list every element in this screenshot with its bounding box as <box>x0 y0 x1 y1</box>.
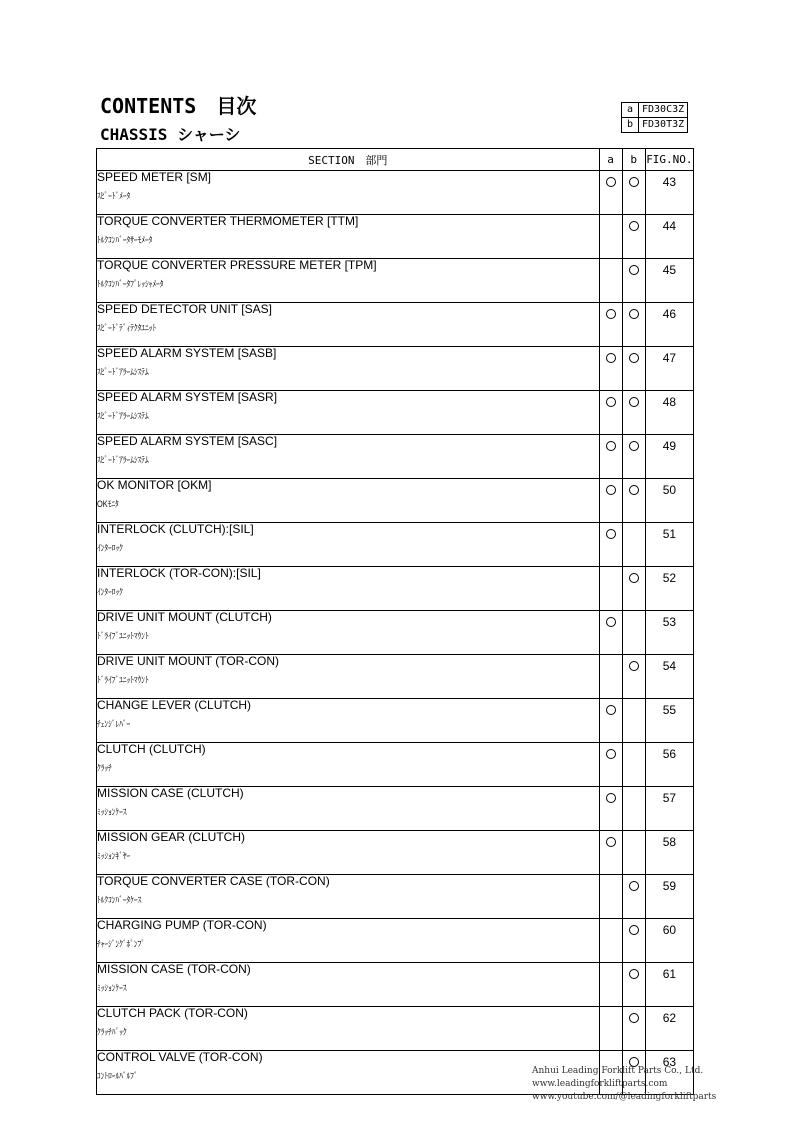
table-row <box>97 391 694 435</box>
model-a-cell <box>599 1007 622 1051</box>
table-header-row <box>97 149 694 171</box>
model-key: a <box>622 103 639 118</box>
fig-number: 55 <box>645 699 693 743</box>
section-name-jp: OKﾓﾆﾀ <box>97 499 119 509</box>
model-b-cell <box>622 215 645 259</box>
applicable-circle-icon <box>629 397 639 407</box>
section-name-en: TORQUE CONVERTER THERMOMETER [TTM] <box>97 214 359 228</box>
model-b-cell <box>622 523 645 567</box>
model-a-cell <box>599 875 622 919</box>
section-name-en: SPEED ALARM SYSTEM [SASB] <box>97 346 277 360</box>
applicable-circle-icon <box>606 749 616 759</box>
section-name-en: TORQUE CONVERTER PRESSURE METER [TPM] <box>97 258 377 272</box>
table-row <box>97 435 694 479</box>
applicable-circle-icon <box>606 177 616 187</box>
model-a-cell <box>599 523 622 567</box>
fig-number: 44 <box>645 215 693 259</box>
table-row <box>97 1007 694 1051</box>
fig-number: 63 <box>645 1051 693 1095</box>
fig-number: 58 <box>645 831 693 875</box>
applicable-circle-icon <box>629 573 639 583</box>
applicable-circle-icon <box>629 353 639 363</box>
section-cell <box>97 435 600 479</box>
table-row <box>97 523 694 567</box>
table-row <box>97 611 694 655</box>
model-a-cell <box>599 567 622 611</box>
section-cell <box>97 523 600 567</box>
model-a-cell <box>599 259 622 303</box>
applicable-circle-icon <box>606 309 616 319</box>
model-a-cell <box>599 743 622 787</box>
section-name-en: TORQUE CONVERTER CASE (TOR-CON) <box>97 874 330 888</box>
model-b-cell <box>622 259 645 303</box>
section-cell <box>97 347 600 391</box>
applicable-circle-icon <box>629 309 639 319</box>
model-b-cell <box>622 347 645 391</box>
applicable-circle-icon <box>606 705 616 715</box>
model-a-cell <box>599 655 622 699</box>
section-name-en: CLUTCH PACK (TOR-CON) <box>97 1006 248 1020</box>
model-b-cell <box>622 567 645 611</box>
section-name-jp: ﾄﾞﾗｲﾌﾞﾕﾆｯﾄﾏｳﾝﾄ <box>97 675 149 685</box>
section-cell <box>97 1051 600 1095</box>
section-cell <box>97 787 600 831</box>
section-cell <box>97 919 600 963</box>
applicable-circle-icon <box>606 793 616 803</box>
fig-number: 60 <box>645 919 693 963</box>
model-b-cell <box>622 699 645 743</box>
section-cell <box>97 743 600 787</box>
section-cell <box>97 303 600 347</box>
section-name-en: CONTROL VALVE (TOR-CON) <box>97 1050 263 1064</box>
section-cell <box>97 699 600 743</box>
model-b-cell <box>622 743 645 787</box>
model-b-cell <box>622 171 645 215</box>
footer-website[interactable]: www.leadingforkliftparts.com <box>532 1079 668 1089</box>
applicable-circle-icon <box>629 969 639 979</box>
applicable-circle-icon <box>629 1013 639 1023</box>
model-a-cell <box>599 479 622 523</box>
model-b-cell <box>622 963 645 1007</box>
fig-number: 46 <box>645 303 693 347</box>
applicable-circle-icon <box>629 925 639 935</box>
section-name-en: CHANGE LEVER (CLUTCH) <box>97 698 252 712</box>
model-b-cell <box>622 611 645 655</box>
section-name-jp: ｲﾝﾀｰﾛｯｸ <box>97 587 123 597</box>
table-row <box>97 963 694 1007</box>
model-a-cell <box>599 699 622 743</box>
fig-number: 50 <box>645 479 693 523</box>
model-a-cell <box>599 787 622 831</box>
section-name-jp: ｽﾋﾟｰﾄﾞｱﾗｰﾑｼｽﾃﾑ <box>97 411 149 421</box>
model-a-cell <box>599 347 622 391</box>
fig-number: 49 <box>645 435 693 479</box>
model-a-cell <box>599 171 622 215</box>
applicable-circle-icon <box>606 441 616 451</box>
model-a-cell <box>599 215 622 259</box>
model-a-cell <box>599 611 622 655</box>
section-cell <box>97 479 600 523</box>
model-legend-row <box>622 118 688 133</box>
table-row <box>97 479 694 523</box>
model-a-cell <box>599 391 622 435</box>
fig-number: 51 <box>645 523 693 567</box>
fig-number: 61 <box>645 963 693 1007</box>
section-cell <box>97 963 600 1007</box>
applicable-circle-icon <box>629 485 639 495</box>
contents-table <box>96 148 694 1095</box>
section-name-en: CHARGING PUMP (TOR-CON) <box>97 918 267 932</box>
applicable-circle-icon <box>606 397 616 407</box>
model-a-cell <box>599 963 622 1007</box>
column-header-a: a <box>599 149 622 171</box>
fig-number: 54 <box>645 655 693 699</box>
section-name-jp: ｲﾝﾀｰﾛｯｸ <box>97 543 123 553</box>
applicable-circle-icon <box>606 837 616 847</box>
applicable-circle-icon <box>606 617 616 627</box>
table-row <box>97 875 694 919</box>
model-b-cell <box>622 435 645 479</box>
model-b-cell <box>622 479 645 523</box>
model-b-cell <box>622 655 645 699</box>
model-code: FD30C3Z <box>639 103 688 118</box>
table-row <box>97 215 694 259</box>
fig-number: 52 <box>645 567 693 611</box>
section-name-en: DRIVE UNIT MOUNT (CLUTCH) <box>97 610 272 624</box>
section-cell <box>97 875 600 919</box>
applicable-circle-icon <box>606 353 616 363</box>
section-cell <box>97 567 600 611</box>
column-header-section: SECTION 部門 <box>97 149 600 171</box>
applicable-circle-icon <box>629 265 639 275</box>
section-name-jp: ﾄﾙｸｺﾝﾊﾞｰﾀｻｰﾓﾒｰﾀ <box>97 235 153 245</box>
model-b-cell <box>622 831 645 875</box>
table-row <box>97 743 694 787</box>
section-name-jp: ﾁｪﾝｼﾞﾚﾊﾞｰ <box>97 719 131 729</box>
applicable-circle-icon <box>629 661 639 671</box>
section-cell <box>97 655 600 699</box>
applicable-circle-icon <box>606 485 616 495</box>
section-cell <box>97 831 600 875</box>
table-row <box>97 787 694 831</box>
model-key: b <box>622 118 639 133</box>
model-a-cell <box>599 831 622 875</box>
table-row <box>97 567 694 611</box>
section-name-jp: ｺﾝﾄﾛｰﾙﾊﾞﾙﾌﾞ <box>97 1071 138 1081</box>
section-name-jp: ﾄﾞﾗｲﾌﾞﾕﾆｯﾄﾏｳﾝﾄ <box>97 631 149 641</box>
section-cell <box>97 611 600 655</box>
section-cell <box>97 391 600 435</box>
section-name-en: OK MONITOR [OKM] <box>97 478 212 492</box>
section-name-jp: ｽﾋﾟｰﾄﾞﾒｰﾀ <box>97 191 131 201</box>
section-name-jp: ｸﾗｯﾁ <box>97 763 112 773</box>
applicable-circle-icon <box>629 441 639 451</box>
fig-number: 47 <box>645 347 693 391</box>
section-name-jp: ｽﾋﾟｰﾄﾞｱﾗｰﾑｼｽﾃﾑ <box>97 455 149 465</box>
fig-number: 43 <box>645 171 693 215</box>
applicable-circle-icon <box>629 881 639 891</box>
model-a-cell <box>599 919 622 963</box>
section-name-en: MISSION CASE (CLUTCH) <box>97 786 244 800</box>
section-name-jp: ﾐｯｼｮﾝｹｰｽ <box>97 807 127 817</box>
section-name-en: SPEED DETECTOR UNIT [SAS] <box>97 302 272 316</box>
model-legend <box>621 102 688 133</box>
footer-youtube[interactable]: www.youtube.com/@leadingforkliftparts <box>532 1092 717 1102</box>
model-a-cell <box>599 435 622 479</box>
model-b-cell <box>622 391 645 435</box>
table-row <box>97 655 694 699</box>
section-name-jp: ﾄﾙｸｺﾝﾊﾞｰﾀｹｰｽ <box>97 895 142 905</box>
section-name-en: INTERLOCK (CLUTCH):[SIL] <box>97 522 254 536</box>
model-b-cell <box>622 787 645 831</box>
column-header-b: b <box>622 149 645 171</box>
footer <box>532 1065 716 1104</box>
model-a-cell <box>599 303 622 347</box>
model-b-cell <box>622 875 645 919</box>
model-b-cell <box>622 303 645 347</box>
section-cell <box>97 259 600 303</box>
section-name-en: MISSION GEAR (CLUTCH) <box>97 830 246 844</box>
section-cell <box>97 1007 600 1051</box>
section-name-en: DRIVE UNIT MOUNT (TOR-CON) <box>97 654 279 668</box>
applicable-circle-icon <box>606 529 616 539</box>
fig-number: 59 <box>645 875 693 919</box>
fig-number: 45 <box>645 259 693 303</box>
section-name-en: MISSION CASE (TOR-CON) <box>97 962 251 976</box>
table-row <box>97 171 694 215</box>
footer-company: Anhui Leading Forklift Parts Co., Ltd. <box>532 1066 704 1076</box>
table-row <box>97 831 694 875</box>
table-row <box>97 303 694 347</box>
fig-number: 48 <box>645 391 693 435</box>
section-name-en: SPEED METER [SM] <box>97 170 212 184</box>
model-b-cell <box>622 1007 645 1051</box>
section-cell <box>97 215 600 259</box>
section-name-jp: ﾄﾙｸｺﾝﾊﾞｰﾀﾌﾟﾚｯｼｬﾒｰﾀ <box>97 279 164 289</box>
section-name-jp: ｽﾋﾟｰﾄﾞﾃﾞｨﾃｸﾀﾕﾆｯﾄ <box>97 323 157 333</box>
model-b-cell <box>622 919 645 963</box>
section-name-en: INTERLOCK (TOR-CON):[SIL] <box>97 566 261 580</box>
section-name-en: SPEED ALARM SYSTEM [SASC] <box>97 434 278 448</box>
section-name-jp: ﾐｯｼｮﾝｷﾞﾔｰ <box>97 851 131 861</box>
section-name-jp: ﾁｬｰｼﾞﾝｸﾞﾎﾟﾝﾌﾟ <box>97 939 145 949</box>
fig-number: 57 <box>645 787 693 831</box>
section-name-en: CLUTCH (CLUTCH) <box>97 742 206 756</box>
section-cell <box>97 171 600 215</box>
section-name-jp: ｽﾋﾟｰﾄﾞｱﾗｰﾑｼｽﾃﾑ <box>97 367 149 377</box>
section-name-jp: ﾐｯｼｮﾝｹｰｽ <box>97 983 127 993</box>
section-subtitle: CHASSIS シャーシ <box>100 125 241 144</box>
fig-number: 56 <box>645 743 693 787</box>
column-header-fig: FIG.NO. <box>645 149 693 171</box>
fig-number: 62 <box>645 1007 693 1051</box>
fig-number: 53 <box>645 611 693 655</box>
table-row <box>97 699 694 743</box>
section-name-en: SPEED ALARM SYSTEM [SASR] <box>97 390 278 404</box>
section-name-jp: ｸﾗｯﾁﾊﾟｯｸ <box>97 1027 127 1037</box>
model-legend-row <box>622 103 688 118</box>
applicable-circle-icon <box>629 221 639 231</box>
model-code: FD30T3Z <box>639 118 688 133</box>
table-row <box>97 347 694 391</box>
table-row <box>97 259 694 303</box>
applicable-circle-icon <box>629 177 639 187</box>
page-title: CONTENTS 目次 <box>100 94 257 118</box>
table-row <box>97 919 694 963</box>
